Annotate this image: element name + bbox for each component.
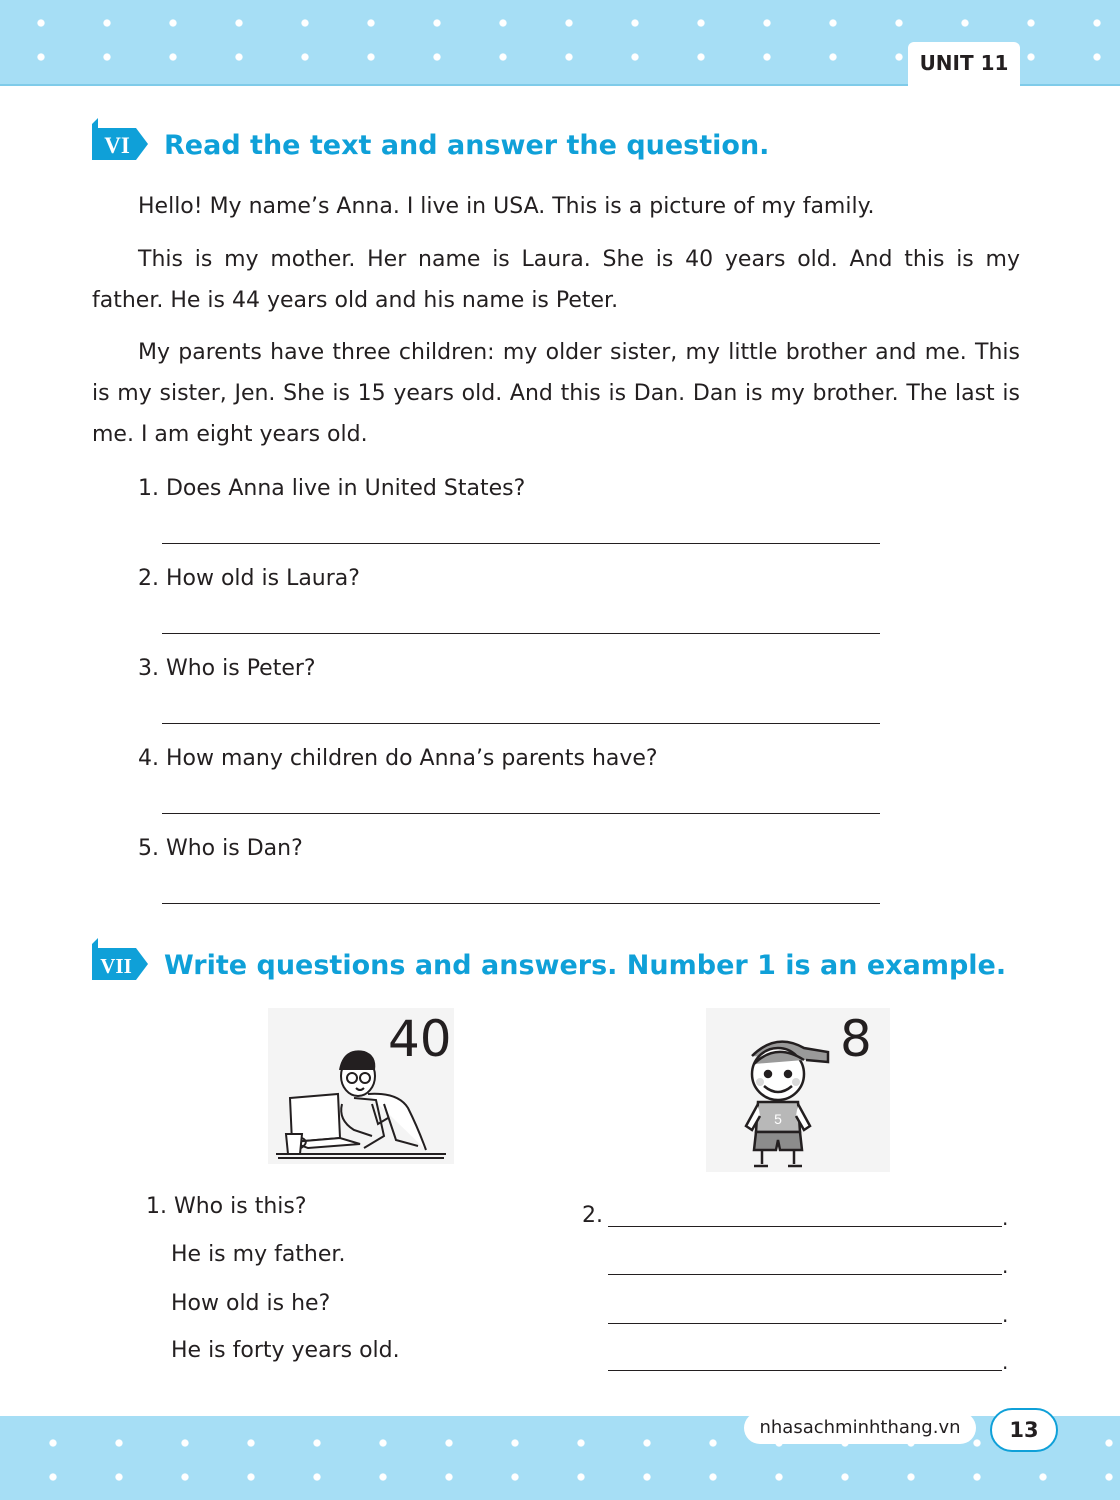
paragraph-2: This is my mother. Her name is Laura. She is 40 years old. And this is my father. He is 44 years old and his name is Peter. [92, 247, 1020, 313]
publisher-website: nhasachminhthang.vn [744, 1412, 976, 1444]
answer-line-1[interactable] [162, 543, 880, 544]
line-end-dot: . [1002, 1206, 1009, 1230]
question-2: 2. How old is Laura? [138, 566, 360, 591]
age-number-1: 40 [388, 1010, 452, 1068]
question-4: 4. How many children do Anna’s parents have? [138, 746, 658, 771]
paragraph-3: My parents have three children: my older sister, my little brother and me. This is my sister, Jen. She is 15 years old. And this is Dan. Dan is my brother. The last is me. I am eight years old. [92, 340, 1020, 447]
paragraph-1: Hello! My name’s Anna. I live in USA. This is a picture of my family. [138, 194, 875, 219]
age-number-2: 8 [840, 1010, 872, 1068]
svg-text:5: 5 [774, 1111, 782, 1127]
line-end-dot: . [1002, 1350, 1009, 1374]
exercise-2-number: 2. [582, 1203, 603, 1228]
section-7-title: Write questions and answers. Number 1 is an example. [164, 950, 1007, 981]
question-5: 5. Who is Dan? [138, 836, 303, 861]
answer-line-4[interactable] [162, 813, 880, 814]
example-question: 1. Who is this? [146, 1194, 307, 1219]
line-end-dot: . [1002, 1254, 1009, 1278]
section-6-badge [90, 118, 152, 164]
answer-line-3[interactable] [162, 723, 880, 724]
question-1: 1. Does Anna live in United States? [138, 476, 526, 501]
page-number: 13 [990, 1408, 1058, 1452]
answer-line-5[interactable] [162, 903, 880, 904]
exercise-2-line-3[interactable] [608, 1323, 1002, 1324]
example-question-2: How old is he? [171, 1291, 331, 1316]
exercise-2-line-4[interactable] [608, 1370, 1002, 1371]
unit-label: UNIT 11 [908, 42, 1020, 86]
section-7-badge-label: VII [100, 954, 132, 978]
question-3: 3. Who is Peter? [138, 656, 316, 681]
section-7-badge [90, 938, 152, 984]
example-answer-2: He is forty years old. [171, 1338, 400, 1363]
exercise-2-line-2[interactable] [608, 1274, 1002, 1275]
exercise-2-line-1[interactable] [608, 1226, 1002, 1227]
line-end-dot: . [1002, 1303, 1009, 1327]
answer-line-2[interactable] [162, 633, 880, 634]
section-6-title: Read the text and answer the question. [164, 130, 770, 161]
example-answer: He is my father. [171, 1242, 346, 1267]
section-6-badge-label: VI [104, 133, 130, 158]
